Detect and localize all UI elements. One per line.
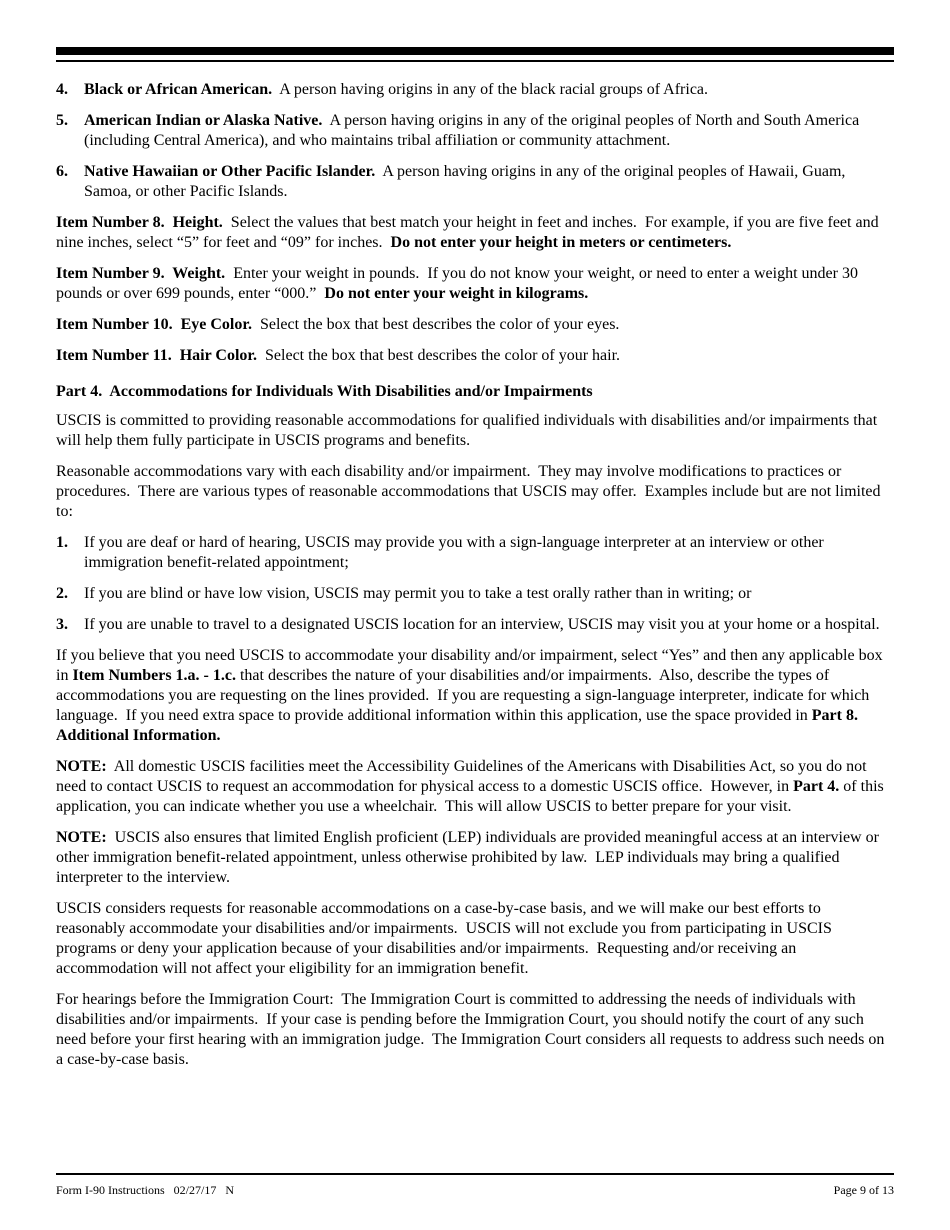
section-heading	[56, 382, 894, 402]
list-number: 6.	[56, 163, 68, 180]
header-rule-thick	[56, 47, 894, 55]
text: If you believe that you need USCIS to accommodate your disability and/or impairment, select “Yes” and then any applicable box in	[56, 647, 887, 684]
header-rule-thin	[56, 60, 894, 62]
list-item	[56, 80, 894, 100]
text: For hearings before the Immigration Court: The Immigration Court is committed to addressing the needs of individuals with disabilities and/or impairments. If your case is pending before the Immigration Court, you should notify the court of any such need before your first hearing with an immigration judge. The Immigration Court considers all requests to address such needs on a case-by-case basis.	[56, 991, 889, 1068]
text: Enter your weight in pounds. If you do not know your weight, or need to enter a weight under 30 pounds or over 699 pounds, enter “000.”	[56, 265, 862, 302]
text: USCIS also ensures that limited English proficient (LEP) individuals are provided meaningful access at an interview or other immigration benefit-related appointment, unless otherwise prohibited by law. LEP individuals may bring a qualified interpreter to the interview.	[56, 829, 883, 886]
list-number: 4.	[56, 81, 68, 98]
list-number: 5.	[56, 112, 68, 129]
text: of this application, you can indicate whether you use a wheelchair. This will allow USCIS to better prepare for your visit.	[56, 778, 888, 815]
text: All domestic USCIS facilities meet the Accessibility Guidelines of the Americans with Disabilities Act, so you do not need to contact USCIS to request an accommodation for physical access to a domestic USCIS office. However, in	[56, 758, 871, 795]
list-item	[56, 533, 894, 573]
text: Select the box that best describes the color of your eyes.	[251, 316, 620, 333]
text: If you are blind or have low vision, USCIS may permit you to take a test orally rather than in writing; or	[84, 585, 752, 602]
bold-text: Item Number 9. Weight.	[56, 265, 226, 282]
list-item	[56, 162, 894, 202]
list-number: 2.	[56, 585, 68, 602]
bold-text: Item Numbers 1.a. - 1.c.	[72, 667, 236, 684]
bold-text: Part 4. Accommodations for Individuals With Disabilities and/or Impairments	[56, 383, 593, 400]
text: that describes the nature of your disabilities and/or impairments. Also, describe the types of accommodations you are requesting on the lines provided. If you are requesting a sign-language interpreter, indicate for which language. If you need extra space to provide additional information within this application, use the space provided in	[56, 667, 874, 724]
paragraph	[56, 411, 894, 451]
footer-form-info: Form I-90 Instructions 02/27/17 N	[56, 1183, 234, 1197]
text: Reasonable accommodations vary with each disability and/or impairment. They may involve modifications to practices or procedures. There are various types of reasonable accommodations that USCIS may offer. Examples include but are not limited to:	[56, 463, 885, 520]
paragraph	[56, 899, 894, 979]
paragraph	[56, 757, 894, 817]
bold-text: Part 8. Additional Information.	[56, 707, 862, 744]
bold-text: Black or African American.	[84, 81, 273, 98]
text: A person having origins in any of the black racial groups of Africa.	[272, 81, 709, 98]
bold-text: Item Number 8. Height.	[56, 214, 223, 231]
list-item	[56, 615, 894, 635]
bold-text: Do not enter your weight in kilograms.	[324, 285, 589, 302]
text: If you are deaf or hard of hearing, USCIS may provide you with a sign-language interpreter at an interview or other immigration benefit-related appointment;	[84, 534, 828, 571]
paragraph	[56, 462, 894, 522]
paragraph	[56, 264, 894, 304]
bold-text: American Indian or Alaska Native.	[84, 112, 323, 129]
text: A person having origins in any of the original peoples of North and South America (including Central America), and who maintains tribal affiliation or community attachment.	[84, 112, 864, 149]
text: USCIS considers requests for reasonable accommodations on a case-by-case basis, and we will make our best efforts to reasonably accommodate your disabilities and/or impairments. USCIS will not exclude you from participating in USCIS programs or deny your application because of your disabilities and/or impairments. Requesting and/or receiving an accommodation will not affect your eligibility for an immigration benefit.	[56, 900, 836, 977]
footer-rule	[56, 1173, 894, 1175]
list-item	[56, 584, 894, 604]
bold-text: Native Hawaiian or Other Pacific Islander.	[84, 163, 376, 180]
bold-text: Part 4.	[793, 778, 840, 795]
text: USCIS is committed to providing reasonable accommodations for qualified individuals with disabilities and/or impairments that will help them fully participate in USCIS programs and benefits.	[56, 412, 882, 449]
text: If you are unable to travel to a designated USCIS location for an interview, USCIS may visit you at your home or a hospital.	[84, 616, 880, 633]
text: A person having origins in any of the original peoples of Hawaii, Guam, Samoa, or other Pacific Islands.	[84, 163, 850, 200]
text: Select the values that best match your height in feet and inches. For example, if you are five feet and nine inches, select “5” for feet and “09” for inches.	[56, 214, 883, 251]
document-body	[56, 80, 894, 1081]
list-number: 3.	[56, 616, 68, 633]
paragraph	[56, 646, 894, 746]
list-number: 1.	[56, 534, 68, 551]
paragraph	[56, 315, 894, 335]
bold-text: Do not enter your height in meters or centimeters.	[390, 234, 732, 251]
paragraph	[56, 990, 894, 1070]
bold-text: Item Number 11. Hair Color.	[56, 347, 258, 364]
bold-text: NOTE:	[56, 829, 107, 846]
footer-page-number: Page 9 of 13	[833, 1183, 894, 1197]
paragraph	[56, 346, 894, 366]
paragraph	[56, 828, 894, 888]
paragraph	[56, 213, 894, 253]
list-item	[56, 111, 894, 151]
text: Select the box that best describes the color of your hair.	[257, 347, 621, 364]
bold-text: NOTE:	[56, 758, 107, 775]
bold-text: Item Number 10. Eye Color.	[56, 316, 252, 333]
